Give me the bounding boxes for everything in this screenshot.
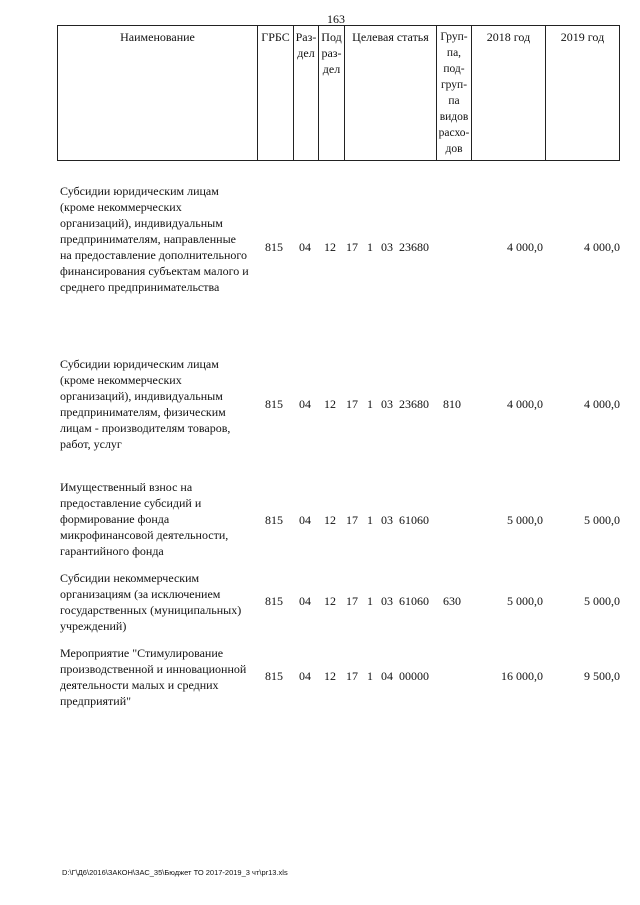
row-name: Субсидии юридическим лицам (кроме некоммерческих организаций), индивидуальным предпринимателям, направленные на предоставление дополнительного финансирования субъектам малого и среднего предпринимательства: [60, 184, 249, 294]
header-2018: 2018 год: [472, 26, 546, 161]
header-target: Целевая статья: [345, 26, 437, 161]
header-podrazdel: Под раз- дел: [319, 26, 345, 161]
row-vid: 630: [443, 594, 461, 608]
row-cs-event: 03: [381, 240, 393, 254]
row-cs-event: 03: [381, 397, 393, 411]
table-header: [57, 25, 620, 161]
row-2019: 5 000,0: [584, 594, 620, 608]
row-grbs: 815: [265, 240, 283, 254]
row-grbs: 815: [265, 669, 283, 683]
row-cs-event: 04: [381, 669, 393, 683]
row-2018: 5 000,0: [507, 513, 543, 527]
row-name: Субсидии некоммерческим организациям (за исключением государственных (муниципальных) учреждений): [60, 571, 242, 633]
row-podrazdel: 12: [324, 669, 336, 683]
row-cs-program: 17: [346, 397, 358, 411]
row-podrazdel: 12: [324, 513, 336, 527]
row-cs-subprogram: 1: [367, 669, 373, 683]
row-vid: 810: [443, 397, 461, 411]
row-cs-event: 03: [381, 594, 393, 608]
row-2019: 5 000,0: [584, 513, 620, 527]
row-razdel: 04: [299, 594, 311, 608]
row-cs-subprogram: 1: [367, 594, 373, 608]
page-number: 163: [327, 12, 345, 26]
row-cs-direction: 61060: [399, 594, 429, 608]
row-cs-subprogram: 1: [367, 240, 373, 254]
row-cs-program: 17: [346, 240, 358, 254]
row-podrazdel: 12: [324, 594, 336, 608]
row-name: Мероприятие "Стимулирование производственной и инновационной деятельности малых и средних предприятий": [60, 646, 247, 708]
row-cs-direction: 23680: [399, 240, 429, 254]
row-podrazdel: 12: [324, 397, 336, 411]
table-row: [60, 570, 620, 636]
row-cs-direction: 00000: [399, 669, 429, 683]
row-cs-direction: 23680: [399, 397, 429, 411]
row-cs-direction: 61060: [399, 513, 429, 527]
row-razdel: 04: [299, 397, 311, 411]
header-razdel: Раз- дел: [294, 26, 319, 161]
table-row: [60, 645, 620, 711]
row-2018: 4 000,0: [507, 240, 543, 254]
row-razdel: 04: [299, 513, 311, 527]
row-name: Имущественный взнос на предоставление субсидий и формирование фонда микрофинансовой деятельности, гарантийного фонда: [60, 480, 229, 558]
row-2018: 4 000,0: [507, 397, 543, 411]
row-cs-event: 03: [381, 513, 393, 527]
table-row: [60, 183, 620, 313]
row-cs-program: 17: [346, 594, 358, 608]
header-grbs: ГРБС: [258, 26, 294, 161]
row-podrazdel: 12: [324, 240, 336, 254]
row-cs-program: 17: [346, 669, 358, 683]
header-vid: Груп- па, под- груп- па видов расхо- дов: [437, 26, 472, 161]
header-name: Наименование: [58, 26, 258, 161]
row-grbs: 815: [265, 397, 283, 411]
row-name: Субсидии юридическим лицам (кроме некоммерческих организаций), индивидуальным предпринимателям, физическим лицам - производителям товаров, работ, услуг: [60, 357, 231, 451]
table-row: [60, 356, 620, 456]
row-grbs: 815: [265, 513, 283, 527]
row-2019: 4 000,0: [584, 397, 620, 411]
header-2019: 2019 год: [546, 26, 620, 161]
row-2018: 5 000,0: [507, 594, 543, 608]
row-2019: 4 000,0: [584, 240, 620, 254]
row-grbs: 815: [265, 594, 283, 608]
row-razdel: 04: [299, 240, 311, 254]
table-row: [60, 479, 620, 563]
row-cs-program: 17: [346, 513, 358, 527]
row-cs-subprogram: 1: [367, 513, 373, 527]
row-2018: 16 000,0: [501, 669, 543, 683]
file-path-footer: D:\Г\Д6\2016\ЗАКОН\ЗАС_35\Бюджет ТО 2017-2019_3 чт\pr13.xls: [62, 868, 288, 877]
row-cs-subprogram: 1: [367, 397, 373, 411]
row-2019: 9 500,0: [584, 669, 620, 683]
row-razdel: 04: [299, 669, 311, 683]
